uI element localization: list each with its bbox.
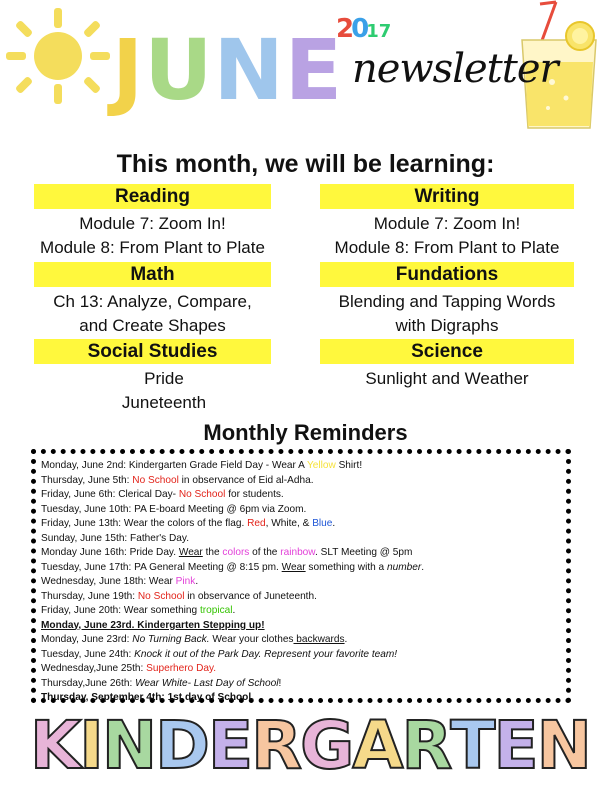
year-digit: 2 — [336, 14, 355, 44]
reminder-item: Friday, June 6th: Clerical Day- No School for students. — [41, 489, 284, 500]
reminder-item: Tuesday, June 10th: PA E-board Meeting @ 6pm via Zoom. — [41, 503, 307, 515]
kindergarten-banner — [30, 707, 590, 784]
kindergarten-letter: I — [79, 707, 102, 784]
june-letter: N — [213, 21, 283, 119]
reminder-item: Friday, June 20th: Wear something tropical. — [41, 605, 236, 616]
subject-fundations-heading: Fundations — [320, 262, 574, 287]
kindergarten-letter: R — [401, 707, 451, 784]
year-digit: 17 — [366, 21, 392, 42]
reminder-item-highlight: Monday, June 23rd. Kindergarten Stepping up! — [41, 619, 265, 631]
reading-line: Module 8: From Plant to Plate — [40, 238, 265, 257]
writing-line: Module 7: Zoom In! — [373, 214, 521, 233]
june-title — [112, 22, 343, 118]
newsletter-title: newsletter — [352, 46, 558, 92]
science-line: Sunlight and Weather — [365, 369, 529, 388]
reminder-item: Sunday, June 15th: Father's Day. — [41, 532, 189, 544]
subject-social-studies-heading: Social Studies — [34, 339, 271, 364]
kindergarten-letter: N — [536, 707, 590, 784]
june-letter: E — [284, 21, 342, 119]
reminder-item: Thursday, June 19th: No School in observance of Juneteenth. — [41, 590, 317, 602]
subject-writing-heading: Writing — [320, 184, 574, 209]
reading-line: Module 7: Zoom In! — [79, 214, 226, 233]
reminder-item: Thursday,June 26th: Wear White- Last Day of School! — [41, 677, 282, 689]
kindergarten-letter: E — [208, 707, 252, 784]
reminder-item: Friday, June 13th: Wear the colors of the flag. Red, White, & Blue. — [41, 518, 336, 529]
newsletter-header — [0, 0, 611, 140]
kindergarten-letter: E — [493, 707, 537, 784]
social-studies-line: Pride — [144, 369, 184, 388]
math-line: Ch 13: Analyze, Compare, — [53, 292, 252, 311]
fundations-line: with Digraphs — [395, 316, 499, 335]
kindergarten-letter: K — [30, 707, 80, 784]
june-letter: U — [144, 21, 212, 119]
subject-math-heading: Math — [34, 262, 271, 287]
reminder-item: Monday June 16th: Pride Day. Wear the colors of the rainbow. SLT Meeting @ 5pm — [41, 547, 413, 558]
reminder-item: Wednesday,June 25th: Superhero Day. — [41, 663, 217, 674]
kindergarten-letter: D — [155, 707, 208, 784]
reminders-heading: Monthly Reminders — [203, 420, 408, 445]
reminder-item-highlight: Thursday, September 4th: 1st day of School. — [41, 692, 254, 703]
fundations-line: Blending and Tapping Words — [338, 292, 556, 311]
kindergarten-letter: G — [300, 707, 353, 784]
writing-line: Module 8: From Plant to Plate — [334, 238, 560, 257]
year-badge — [336, 14, 391, 44]
social-studies-line: Juneteenth — [121, 393, 207, 412]
kindergarten-letter: A — [352, 707, 402, 784]
reminder-item: Wednesday, June 18th: Wear Pink. — [41, 576, 199, 587]
kindergarten-letter: N — [101, 707, 156, 784]
reminders-box — [31, 449, 571, 703]
kindergarten-letter: R — [251, 707, 300, 784]
subject-reading-heading: Reading — [34, 184, 271, 209]
reminder-item: Tuesday, June 24th: Knock it out of the Park Day. Represent your favorite team! — [41, 648, 398, 660]
math-line: and Create Shapes — [79, 316, 226, 335]
learning-heading: This month, we will be learning: — [116, 150, 495, 178]
june-letter: J — [112, 21, 143, 119]
year-digit: 0 — [351, 14, 370, 44]
reminder-item: Thursday, June 5th: No School in observance of Eid al-Adha. — [41, 474, 314, 486]
reminder-item: Tuesday, June 17th: PA General Meeting @ 8:15 pm. Wear something with a number. — [41, 561, 425, 573]
subject-science-heading: Science — [320, 339, 574, 364]
sun-icon — [6, 8, 110, 104]
reminder-item: Monday, June 23rd: No Turning Back. Wear your clothes backwards. — [41, 634, 348, 645]
kindergarten-letter: T — [450, 707, 494, 784]
reminder-item: Monday, June 2nd: Kindergarten Grade Field Day - Wear A Yellow Shirt! — [41, 460, 363, 471]
